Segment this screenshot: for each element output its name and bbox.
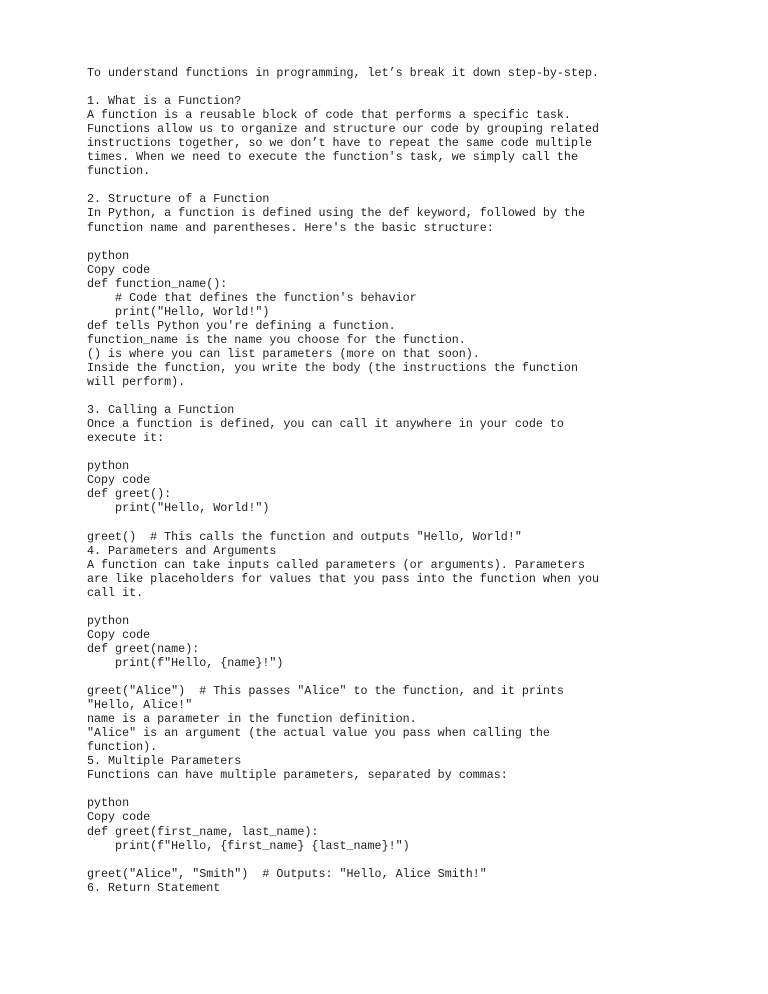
blank-line (87, 600, 727, 614)
text-line: greet("Alice", "Smith") # Outputs: "Hello, Alice Smith!" (87, 866, 487, 881)
document-body (87, 66, 727, 895)
text-line: 4. Parameters and Arguments (87, 543, 277, 558)
text-line: Once a function is defined, you can call it anywhere in your code to (87, 417, 564, 432)
text-line: function name and parentheses. Here's the basic structure: (87, 220, 494, 235)
text-line: call it. (87, 585, 144, 600)
blank-line (87, 445, 727, 459)
text-line: def greet(): (87, 487, 172, 502)
text-line: python (87, 796, 130, 811)
blank-line (87, 389, 727, 403)
text-line: function. (87, 164, 151, 179)
text-line: python (87, 459, 130, 474)
blank-line (87, 853, 727, 867)
text-line: execute it: (87, 431, 165, 446)
text-line: 1. What is a Function? (87, 94, 242, 109)
blank-line (87, 516, 727, 530)
text-line: function). (87, 740, 158, 755)
text-line: will perform). (87, 375, 186, 390)
text-line: instructions together, so we don’t have to repeat the same code multiple (87, 136, 592, 151)
text-line: Functions can have multiple parameters, separated by commas: (87, 768, 508, 783)
text-line: # Code that defines the function's behavior (87, 290, 417, 305)
text-line: are like placeholders for values that you pass into the function when you (87, 571, 599, 586)
blank-line (87, 80, 727, 94)
text-line: greet() # This calls the function and outputs "Hello, World!" (87, 529, 522, 544)
text-line: python (87, 248, 130, 263)
text-line: Copy code (87, 810, 151, 825)
text-line: 2. Structure of a Function (87, 192, 270, 207)
text-line: "Hello, Alice!" (87, 698, 193, 713)
text-line: def function_name(): (87, 276, 228, 291)
blank-line (87, 178, 727, 192)
text-line: times. When we need to execute the function's task, we simply call the (87, 150, 578, 165)
text-line: 3. Calling a Function (87, 403, 235, 418)
text-line: def greet(first_name, last_name): (87, 824, 319, 839)
text-line: A function is a reusable block of code that performs a specific task. (87, 108, 571, 123)
blank-line (87, 782, 727, 796)
text-line: def tells Python you're defining a function. (87, 318, 396, 333)
text-line: Copy code (87, 627, 151, 642)
text-line: Functions allow us to organize and structure our code by grouping related (87, 122, 599, 137)
text-line: print("Hello, World!") (87, 304, 270, 319)
text-line: greet("Alice") # This passes "Alice" to the function, and it prints (87, 684, 564, 699)
text-line: print(f"Hello, {name}!") (87, 655, 284, 670)
text-line: def greet(name): (87, 641, 200, 656)
text-line: print("Hello, World!") (87, 501, 270, 516)
text-line: function_name is the name you choose for the function. (87, 332, 466, 347)
text-line: 5. Multiple Parameters (87, 754, 242, 769)
text-line: print(f"Hello, {first_name} {last_name}!") (87, 838, 410, 853)
text-line: In Python, a function is defined using the def keyword, followed by the (87, 206, 585, 221)
text-line: python (87, 613, 130, 628)
text-line: "Alice" is an argument (the actual value you pass when calling the (87, 726, 550, 741)
blank-line (87, 670, 727, 684)
text-line: A function can take inputs called parameters (or arguments). Parameters (87, 557, 585, 572)
text-line: To understand functions in programming, let’s break it down step-by-step. (87, 66, 599, 80)
text-line: () is where you can list parameters (more on that soon). (87, 346, 480, 361)
text-line: name is a parameter in the function definition. (87, 712, 417, 727)
text-line: Inside the function, you write the body (the instructions the function (87, 360, 578, 375)
text-line: 6. Return Statement (87, 880, 221, 895)
blank-line (87, 235, 727, 249)
text-line: Copy code (87, 262, 151, 277)
text-line: Copy code (87, 473, 151, 488)
